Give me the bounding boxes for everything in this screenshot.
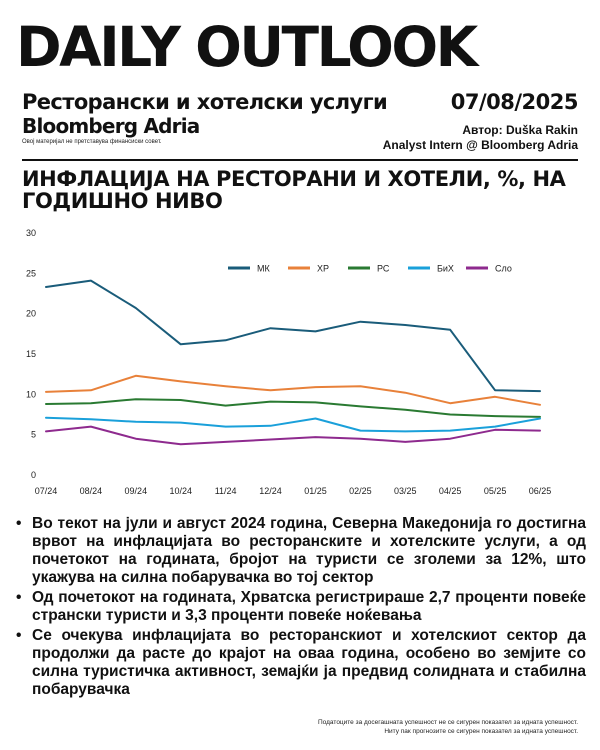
x-tick-label: 06/25 — [528, 486, 552, 496]
legend-label: БиХ — [437, 263, 454, 274]
x-tick-label: 02/25 — [349, 486, 372, 496]
footnote — [318, 718, 578, 736]
y-tick-label: 30 — [25, 228, 36, 238]
masthead-title: DAILY OUTLOOK — [16, 15, 476, 79]
x-tick-label: 10/24 — [169, 486, 192, 496]
y-tick-label: 20 — [25, 308, 36, 319]
legend-label: Сло — [495, 263, 512, 274]
brand-name: Bloomberg Adria — [22, 114, 200, 138]
y-tick-label: 0 — [30, 470, 36, 480]
y-tick-label: 10 — [25, 389, 36, 400]
bullet-list — [14, 515, 586, 701]
author-role: Analyst Intern @ Bloomberg Adria — [382, 138, 578, 152]
chart-title: ИНФЛАЦИЈА НА РЕСТОРАНИ И ХОТЕЛИ, %, НА ГОДИШНО НИВО — [22, 167, 566, 213]
bullet-item — [14, 515, 586, 587]
bullet-text: Од почетокот на годината, Хрватска регистрираше 2,7 проценти повеќе странски туристи и 3,3 проценти повеќе ноќевања — [32, 589, 586, 624]
y-tick-label: 5 — [30, 429, 36, 440]
bullet-text: Се очекува инфлацијата во ресторанскиот и хотелскиот сектор да продолжи да расте до крајот на оваа година, особено во земјите со силна туристичка активност, земајќи ја предвид солидната и стабилна побарувачка — [32, 627, 586, 698]
legend-label: МК — [257, 263, 270, 274]
header-divider — [22, 159, 578, 161]
x-tick-label: 09/24 — [124, 486, 148, 496]
report-date: 07/08/2025 — [450, 90, 578, 114]
legend-label: ХР — [317, 263, 330, 274]
y-tick-label: 25 — [25, 268, 36, 279]
footnote-line: Податоците за досегашната успешност не се сигурен показател за идната успешност. — [318, 719, 578, 726]
report-subtitle: Ресторански и хотелски услуги — [22, 90, 388, 114]
bullet-icon: • — [16, 589, 22, 606]
y-tick-label: 15 — [25, 349, 36, 359]
bullet-icon: • — [16, 515, 22, 532]
legend-label: РС — [377, 263, 390, 274]
x-tick-label: 05/25 — [483, 486, 507, 496]
disclaimer-text: Овој материјал не претставува финансиски совет. — [22, 139, 162, 145]
bullet-icon: • — [16, 627, 22, 644]
bullet-text: Во текот на јули и август 2024 година, Северна Македонија го достигна врвот на инфлацијата во ресторанските и хотелските услуги, а од почетокот на годината, бројот на туристи се зголеми за 12%, што укажува на силна побарувачка во тој сектор — [32, 515, 586, 586]
bullet-item — [14, 627, 586, 699]
x-tick-label: 12/24 — [259, 486, 282, 496]
series-line-МК — [46, 281, 540, 392]
x-tick-label: 04/25 — [438, 486, 462, 496]
author-name: Автор: Duška Rakin — [462, 123, 578, 137]
footnote-line: Ниту пак прогнозите се сигурен показател за идната успешност. — [384, 728, 578, 735]
bullet-item — [14, 589, 586, 625]
x-tick-label: 01/25 — [304, 486, 327, 496]
x-tick-label: 08/24 — [79, 486, 103, 496]
x-tick-label: 03/25 — [394, 486, 417, 496]
x-tick-label: 07/24 — [34, 486, 58, 496]
series-line-БиХ — [46, 418, 540, 432]
x-tick-label: 11/24 — [214, 486, 237, 496]
inflation-line-chart — [0, 222, 600, 504]
